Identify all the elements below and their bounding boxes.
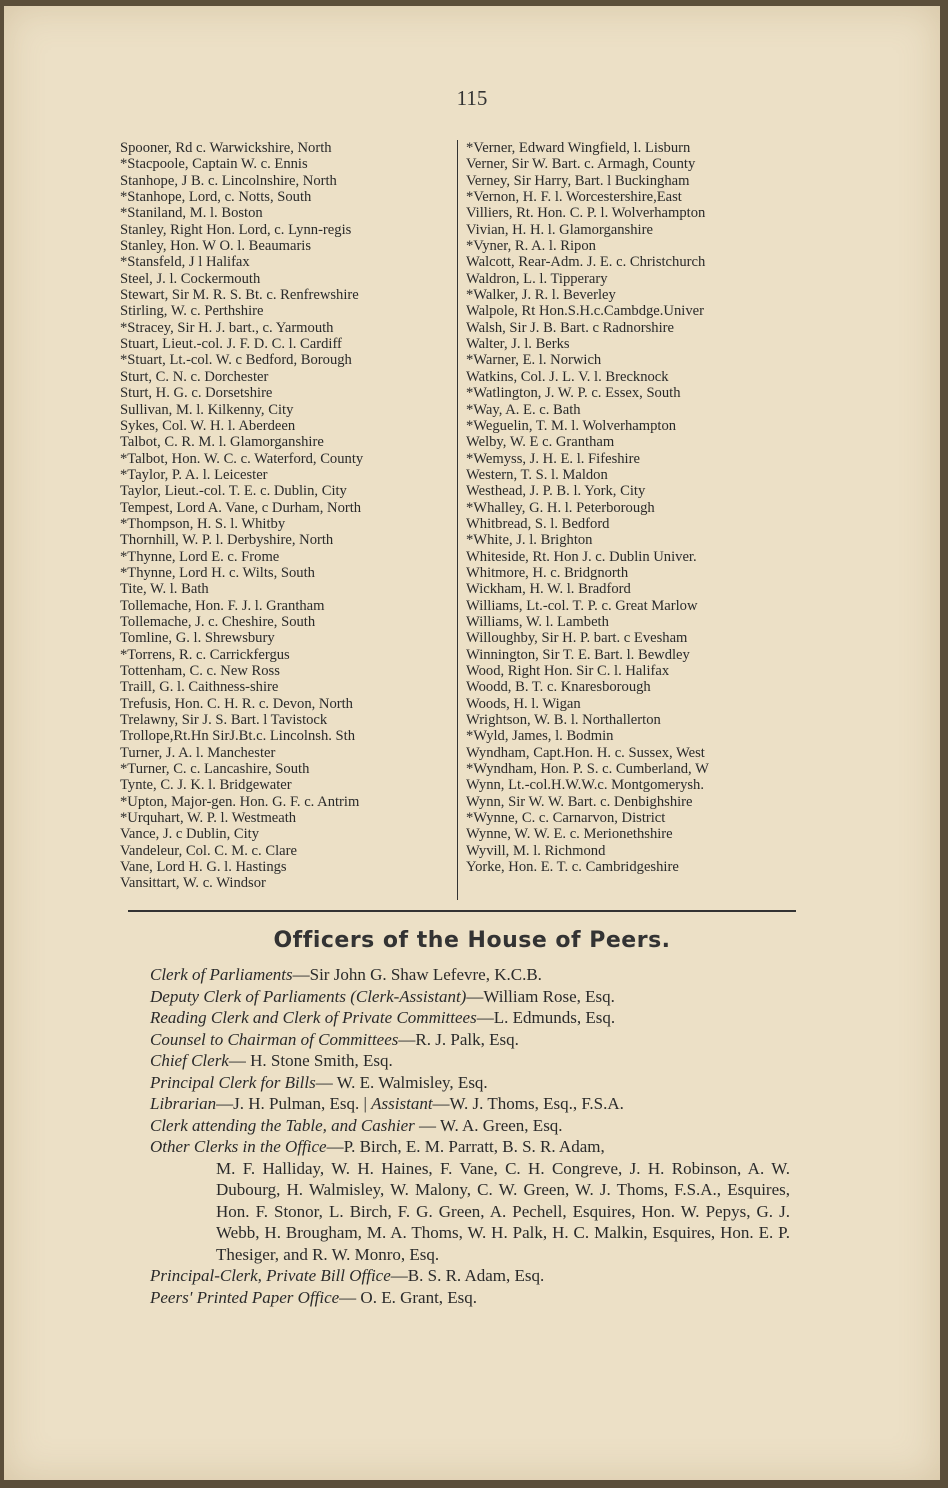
member-entry: *Wemyss, J. H. E. l. Fifeshire [466,450,640,467]
member-entry: Woods, H. l. Wigan [466,695,581,712]
officer-title: Principal-Clerk, Private Bill Office [150,1266,391,1285]
member-entry: Vance, J. c Dublin, City [120,826,260,843]
member-entry: Stirling, W. c. Perthshire [120,303,264,320]
officer-name: —Sir John G. Shaw Lefevre, K.C.B. [292,965,542,984]
member-entry: *Watlington, J. W. P. c. Essex, South [466,385,681,402]
officer-title: Clerk attending the Table, and Cashier [150,1115,415,1135]
member-entry: *Turner, C. c. Lancashire, South [120,761,310,778]
section-title: Officers of the House of Peers. [273,928,671,953]
officer-title: Principal Clerk for Bills [150,1072,316,1092]
member-entry: *Whalley, G. H. l. Peterborough [466,499,655,516]
officers-list [150,964,790,1308]
member-entry: *Way, A. E. c. Bath [466,401,581,418]
member-entry: Trefusis, Hon. C. H. R. c. Devon, North [120,695,353,712]
member-entry: *Stracey, Sir H. J. bart., c. Yarmouth [120,319,334,336]
officer-line [150,1072,790,1094]
member-entry: Walcott, Rear-Adm. J. E. c. Christchurch [466,254,706,271]
member-entry: Wynne, W. W. E. c. Merionethshire [466,826,673,843]
member-entry: Walter, J. l. Berks [466,336,570,353]
officer-line [150,1093,790,1115]
member-entry: *Thynne, Lord E. c. Frome [120,548,280,565]
member-entry: Wynn, Lt.-col.H.W.W.c. Montgomerysh. [466,777,704,794]
officer-name: — O. E. Grant, Esq. [339,1287,478,1307]
member-entry: Waldron, L. l. Tipperary [466,270,608,287]
member-entry: Tottenham, C. c. New Ross [120,663,280,679]
member-entry: Stewart, Sir M. R. S. Bt. c. Renfrewshire [120,287,359,304]
officer-line [150,1029,790,1051]
officer-title: Assistant [371,1094,433,1113]
member-entry: *Warner, E. l. Norwich [466,352,602,369]
officer-title: Librarian [150,1094,217,1113]
member-entry: *Weguelin, T. M. l. Wolverhampton [466,417,677,434]
member-entry: Sykes, Col. W. H. l. Aberdeen [120,417,296,434]
member-entry: Wood, Right Hon. Sir C. l. Halifax [466,663,670,679]
member-entry: Tomline, G. l. Shrewsbury [120,630,275,647]
member-entry: Verney, Sir Harry, Bart. l Buckingham [466,172,690,189]
officer-line [150,1265,790,1287]
member-entry: Whitmore, H. c. Bridgnorth [466,564,629,581]
officer-title: Chief Clerk [150,1051,229,1070]
member-entry: Wyndham, Capt.Hon. H. c. Sussex, West [466,744,705,761]
member-entry: *Stanhope, Lord, c. Notts, South [120,189,312,206]
officer-line [150,986,790,1008]
member-entry: *Urquhart, W. P. l. Westmeath [120,810,297,827]
member-entry: Sturt, H. G. c. Dorsetshire [120,385,273,402]
member-entry: Wrightson, W. B. l. Northallerton [466,712,661,729]
member-entry: *Thynne, Lord H. c. Wilts, South [120,564,315,581]
officer-line [150,1115,790,1137]
officer-title: Peers' Printed Paper Office [150,1287,340,1307]
member-entry: *Vernon, H. F. l. Worcestershire,East [466,189,682,206]
member-entry: Tempest, Lord A. Vane, c Durham, North [120,499,362,516]
officer-title: Reading Clerk and Clerk of Private Committees [150,1008,477,1027]
officer-name: —L. Edmunds, Esq. [476,1008,616,1027]
officer-name: —W. J. Thoms, Esq., F.S.A. [432,1094,624,1113]
member-entry: Talbot, C. R. M. l. Glamorganshire [120,434,324,451]
member-entry: Taylor, Lieut.-col. T. E. c. Dublin, City [120,483,347,500]
member-entry: Vansittart, W. c. Windsor [120,875,266,892]
member-entry: *Verner, Edward Wingfield, l. Lisburn [466,140,691,156]
member-entry: *Stacpoole, Captain W. c. Ennis [120,156,308,173]
member-entry: Tollemache, Hon. F. J. l. Grantham [120,597,325,614]
officer-name: —William Rose, Esq. [466,986,615,1006]
member-entry: Williams, W. l. Lambeth [466,613,609,630]
member-entry: *Staniland, M. l. Boston [120,205,263,222]
member-entry: Yorke, Hon. E. T. c. Cambridgeshire [466,859,679,876]
officer-name: — H. Stone Smith, Esq. [228,1051,393,1070]
member-entry: Woodd, B. T. c. Knaresborough [466,679,651,696]
section-divider [128,910,796,912]
officer-line [150,1287,790,1309]
officer-line [150,964,790,986]
member-entry: *Thompson, H. S. l. Whitby [120,515,286,532]
officer-title: Deputy Clerk of Parliaments (Clerk-Assistant) [150,986,467,1006]
member-entry: Tynte, C. J. K. l. Bridgewater [120,777,292,794]
member-entry: Verner, Sir W. Bart. c. Armagh, County [466,156,696,173]
member-entry: Willoughby, Sir H. P. bart. c Evesham [466,630,688,647]
member-entry: *Walker, J. R. l. Beverley [466,287,616,304]
member-entry: Wynn, Sir W. W. Bart. c. Denbighshire [466,793,693,810]
member-entry: Sullivan, M. l. Kilkenny, City [120,401,294,418]
member-entry: Thornhill, W. P. l. Derbyshire, North [120,532,334,549]
page-number: 115 [456,86,488,110]
member-entry: Vivian, H. H. l. Glamorganshire [466,221,653,238]
member-entry: Wickham, H. W. l. Bradford [466,581,631,598]
member-entry: Wyvill, M. l. Richmond [466,842,606,859]
member-entry: *Vyner, R. A. l. Ripon [466,238,596,255]
officer-line: M. F. Halliday, W. H. Haines, F. Vane, C. H. Congreve, J. H. Robinson, A. W. Dubourg, H. Walmisley, W. Malony, C. W. Green, W. J. Thoms, F.S.A., Esquires, Hon. F. Stonor, L. Birch, F. G. Green, A. Pechell, Esquires, Hon. W. Pepys, G. J. Webb, H. Brougham, M. A. Thoms, W. H. Palk, H. C. Malkin, Esquires, Hon. E. P. Thesiger, and R. W. Monro, Esq. [216,1158,790,1264]
member-entry: Trelawny, Sir J. S. Bart. l Tavistock [120,712,328,729]
member-entry: Stuart, Lieut.-col. J. F. D. C. l. Cardiff [120,336,342,353]
member-entry: Villiers, Rt. Hon. C. P. l. Wolverhampton [466,205,706,222]
member-entry: *Stansfeld, J l Halifax [120,254,250,271]
officer-name: — W. E. Walmisley, Esq. [315,1072,488,1092]
book-page [4,6,940,1480]
member-entry: Whiteside, Rt. Hon J. c. Dublin Univer. [466,548,697,565]
members-right-column [457,140,811,900]
member-entry: Sturt, C. N. c. Dorchester [120,368,269,385]
member-entry: *White, J. l. Brighton [466,532,593,549]
member-entry: Westhead, J. P. B. l. York, City [466,483,646,500]
member-entry: *Wyndham, Hon. P. S. c. Cumberland, W [466,761,709,778]
officer-name: —J. H. Pulman, Esq. | [216,1094,372,1113]
member-entry: *Upton, Major-gen. Hon. G. F. c. Antrim [120,793,360,810]
member-entry: *Taylor, P. A. l. Leicester [120,466,268,483]
member-entry: Turner, J. A. l. Manchester [120,744,276,761]
officer-title: Other Clerks in the Office [150,1137,327,1156]
officer-title: Clerk of Parliaments [150,965,293,984]
member-entry: Traill, G. l. Caithness-shire [120,679,279,696]
member-entry: Welby, W. E c. Grantham [466,434,615,451]
member-entry: Vandeleur, Col. C. M. c. Clare [120,842,297,859]
officer-line [150,1050,790,1072]
member-entry: Spooner, Rd c. Warwickshire, North [120,140,332,156]
member-entry: Western, T. S. l. Maldon [466,466,608,483]
member-entry: *Talbot, Hon. W. C. c. Waterford, County [120,450,364,467]
member-entry: Whitbread, S. l. Bedford [466,515,610,532]
member-entry: Tollemache, J. c. Cheshire, South [120,613,316,630]
officer-name: —P. Birch, E. M. Parratt, B. S. R. Adam, [326,1137,605,1156]
members-left-column [120,140,452,892]
member-entry: Winnington, Sir T. E. Bart. l. Bewdley [466,646,690,663]
officer-title: Counsel to Chairman of Committees [150,1029,399,1049]
member-entry: *Wynne, C. c. Carnarvon, District [466,810,666,827]
member-entry: Tite, W. l. Bath [120,581,209,598]
member-entry: Stanhope, J B. c. Lincolnshire, North [120,172,337,189]
member-entry: *Torrens, R. c. Carrickfergus [120,646,290,663]
officer-name: —B. S. R. Adam, Esq. [390,1266,545,1285]
officer-line [150,1007,790,1029]
member-entry: Steel, J. l. Cockermouth [120,270,261,287]
member-entry: Stanley, Right Hon. Lord, c. Lynn-regis [120,221,352,238]
member-entry: Williams, Lt.-col. T. P. c. Great Marlow [466,597,698,614]
member-entry: Watkins, Col. J. L. V. l. Brecknock [466,368,669,385]
member-entry: Stanley, Hon. W O. l. Beaumaris [120,238,312,255]
member-entry: *Wyld, James, l. Bodmin [466,728,614,745]
member-entry: Trollope,Rt.Hn SirJ.Bt.c. Lincolnsh. Sth [120,728,356,745]
officer-name: —R. J. Palk, Esq. [398,1029,519,1049]
member-entry: Vane, Lord H. G. l. Hastings [120,859,287,876]
member-entry: Walpole, Rt Hon.S.H.c.Cambdge.Univer [466,303,704,320]
officer-line [150,1136,790,1158]
officer-name: — W. A. Green, Esq. [414,1115,563,1135]
member-entry: Walsh, Sir J. B. Bart. c Radnorshire [466,319,674,336]
member-entry: *Stuart, Lt.-col. W. c Bedford, Borough [120,352,352,369]
